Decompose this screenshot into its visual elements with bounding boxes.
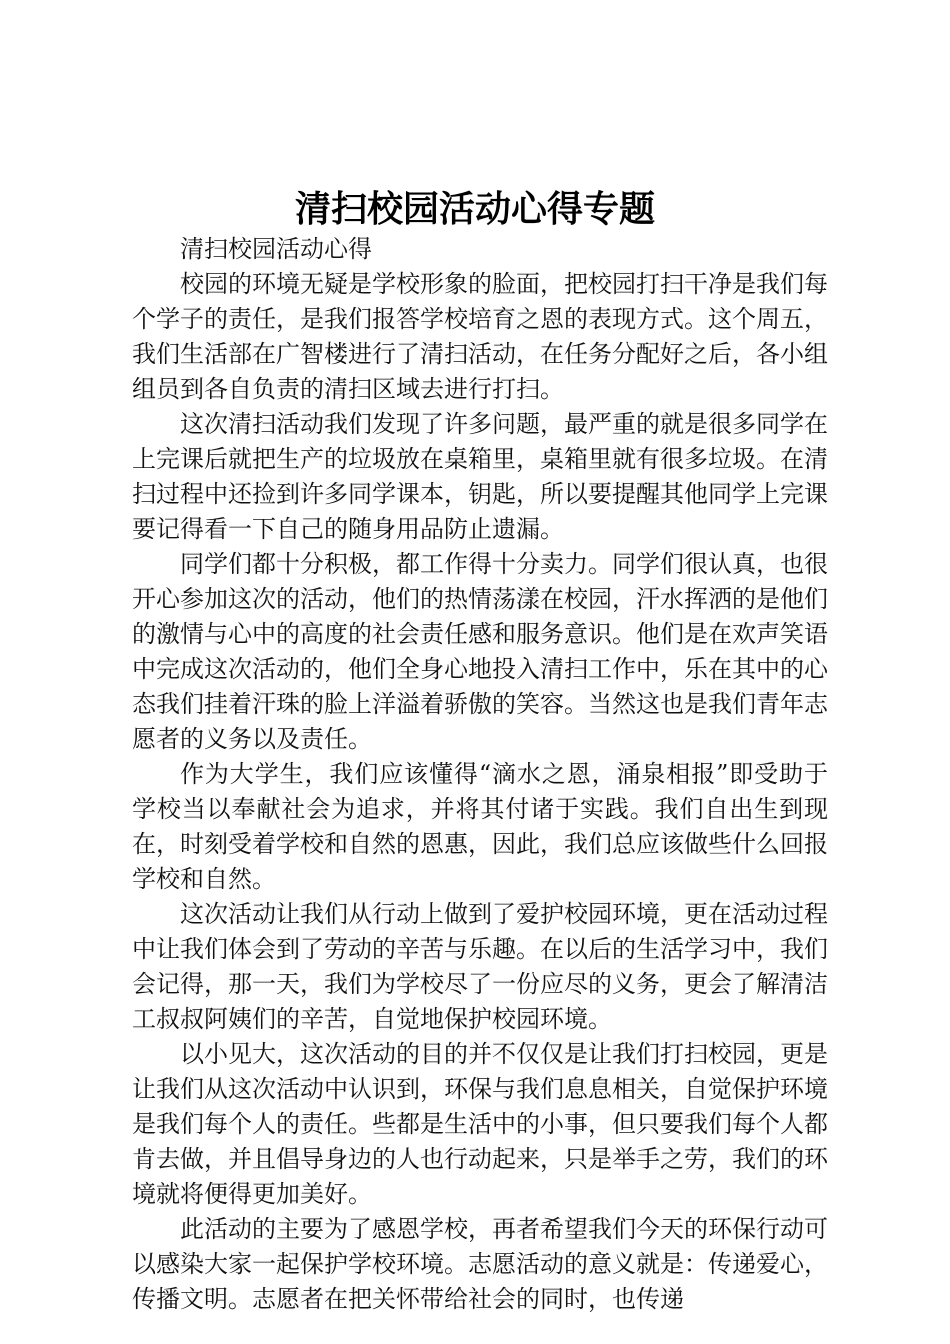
paragraph: 以小见大，这次活动的目的并不仅仅是让我们打扫校园，更是让我们从这次活动中认识到，环保与我们息息相关，自觉保护环境是我们每个人的责任。些都是生活中的小事，但只要我们每个人都肯去做，并且倡导身边的人也行动起来，只是举手之劳，我们的环境就将便得更加美好。 [132,1040,828,1208]
paragraph: 同学们都十分积极，都工作得十分卖力。同学们很认真，也很开心参加这次的活动，他们的热情荡漾在校园，汗水挥洒的是他们的激情与心中的高度的社会责任感和服务意识。他们是在欢声笑语中完成这次活动的，他们全身心地投入清扫工作中，乐在其中的心态我们挂着汗珠的脸上洋溢着骄傲的笑容。当然这也是我们青年志愿者的义务以及责任。 [132,550,828,753]
paragraph: 这次活动让我们从行动上做到了爱护校园环境，更在活动过程中让我们体会到了劳动的辛苦与乐趣。在以后的生活学习中，我们会记得，那一天，我们为学校尽了一份应尽的义务，更会了解清洁工叔叔阿姨们的辛苦，自觉地保护校园环境。 [132,900,828,1033]
document-title: 清扫校园活动心得专题 [294,188,655,230]
paragraph-subtitle: 清扫校园活动心得 [180,235,372,263]
document-body [132,232,828,1317]
paragraph: 作为大学生，我们应该懂得“滴水之恩，涌泉相报”即受助于学校当以奉献社会为追求，并将其付诸于实践。我们自出生到现在，时刻受着学校和自然的恩惠，因此，我们总应该做些什么回报学校和自然。 [132,760,828,893]
paragraph: 校园的环境无疑是学校形象的脸面，把校园打扫干净是我们每个学子的责任，是我们报答学校培育之恩的表现方式。这个周五，我们生活部在广智楼进行了清扫活动，在任务分配好之后，各小组组员到各自负责的清扫区域去进行打扫。 [132,270,828,403]
paragraph: 这次清扫活动我们发现了许多问题，最严重的就是很多同学在上完课后就把生产的垃圾放在桌箱里，桌箱里就有很多垃圾。在清扫过程中还捡到许多同学课本，钥匙，所以要提醒其他同学上完课要记得看一下自己的随身用品防止遗漏。 [132,410,828,543]
paragraph: 此活动的主要为了感恩学校，再者希望我们今天的环保行动可以感染大家一起保护学校环境。志愿活动的意义就是：传递爱心，传播文明。志愿者在把关怀带给社会的同时，也传递 [132,1215,828,1313]
